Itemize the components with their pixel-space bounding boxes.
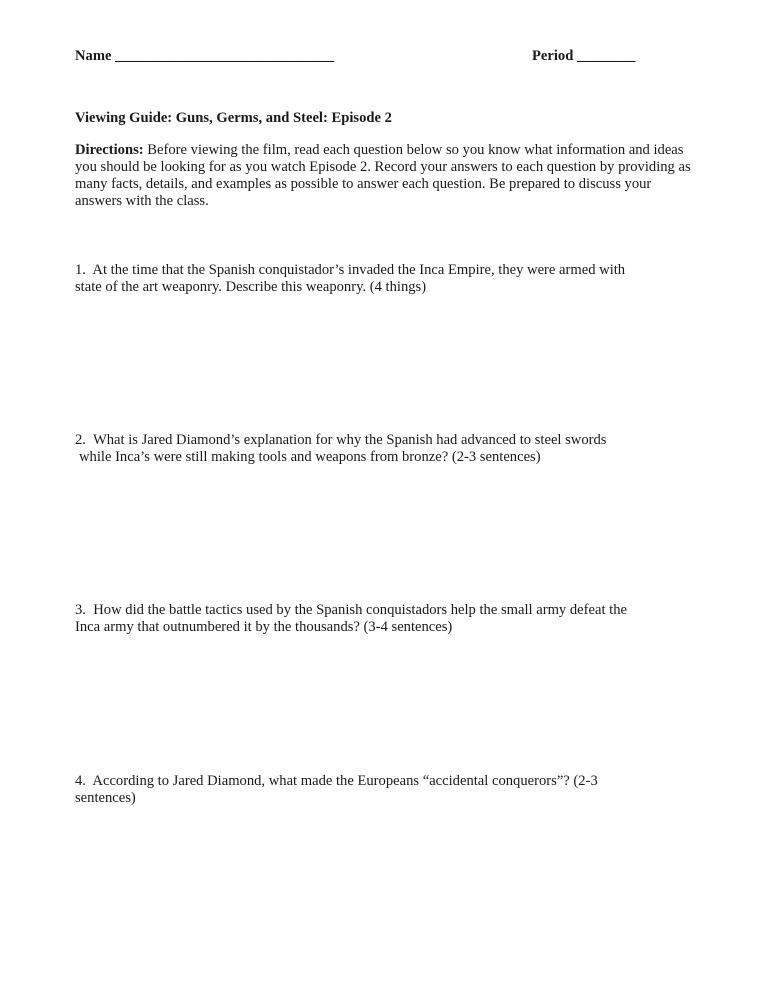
directions-text: Before viewing the film, read each question below so you know what information and ideas you should be looking for as you watch Episode 2. Record your answers to each question by providing as many facts, details, and examples as possible to answer each question. Be prepared to discuss your answers with the class. <box>75 142 691 209</box>
question-1-line-2: state of the art weaponry. Describe this weaponry. (4 things) <box>75 279 427 295</box>
question-2-line-2: while Inca’s were still making tools and weapons from bronze? (2-3 sentences) <box>79 449 541 465</box>
question-3-line-1: 3. How did the battle tactics used by the Spanish conquistadors help the small army defeat the <box>75 602 627 618</box>
question-4 <box>75 773 705 807</box>
question-3 <box>75 602 705 636</box>
page-title: Viewing Guide: Guns, Germs, and Steel: Episode 2 <box>75 110 392 126</box>
question-4-line-1: 4. According to Jared Diamond, what made the Europeans “accidental conquerors”? (2-3 <box>75 773 598 789</box>
question-1 <box>75 262 705 296</box>
question-4-line-2: sentences) <box>75 790 136 806</box>
question-1-line-1: 1. At the time that the Spanish conquistador’s invaded the Inca Empire, they were armed with <box>75 262 626 278</box>
name-field-label: Name ______________________________ <box>75 48 335 64</box>
period-field-label: Period ________ <box>532 48 636 64</box>
question-2 <box>75 432 705 466</box>
question-3-line-2: Inca army that outnumbered it by the thousands? (3-4 sentences) <box>75 619 453 635</box>
directions-paragraph <box>75 142 700 210</box>
directions-label: Directions: <box>75 142 144 158</box>
question-2-line-1: 2. What is Jared Diamond’s explanation for why the Spanish had advanced to steel swords <box>75 432 607 448</box>
